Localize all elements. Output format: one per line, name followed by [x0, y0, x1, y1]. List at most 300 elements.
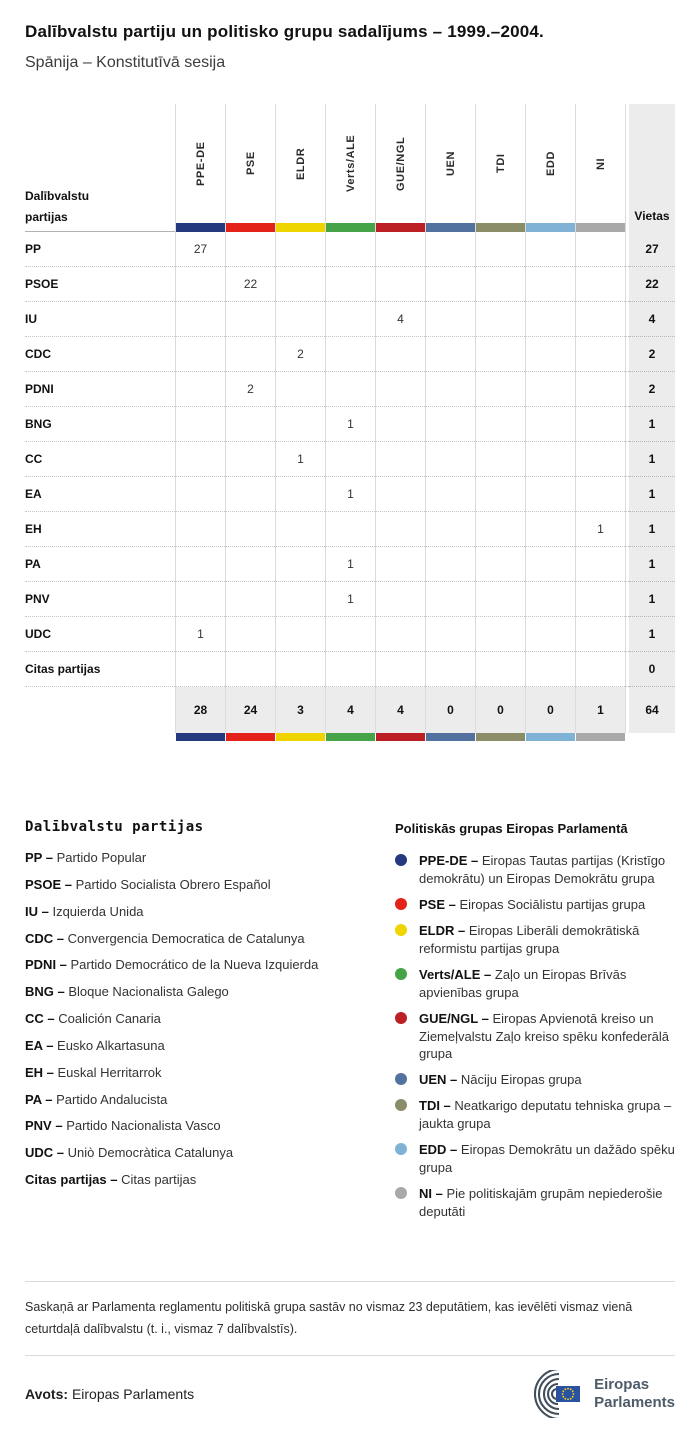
seat-count-cell [475, 302, 525, 337]
group-header-label: NI [594, 157, 607, 170]
group-header-label: PPE-DE [194, 141, 207, 186]
party-label: EH [25, 512, 175, 547]
seat-count-cell [525, 232, 575, 267]
party-legend-abbr: BNG – [25, 984, 69, 1000]
seat-count-cell [425, 477, 475, 512]
seat-count-cell [525, 442, 575, 477]
party-legend-item [25, 1117, 395, 1136]
row-seats-total: 2 [629, 337, 675, 372]
seat-count-cell [225, 302, 275, 337]
group-total-cell: 4 [375, 687, 425, 733]
party-legend-item [25, 1037, 395, 1056]
group-color-bar [275, 733, 325, 741]
seat-count-cell [325, 617, 375, 652]
group-header-ELDR [275, 104, 325, 232]
party-legend-abbr: PSOE – [25, 876, 76, 892]
seat-count-cell [475, 232, 525, 267]
seat-count-cell [575, 372, 625, 407]
seat-count-cell [375, 512, 425, 547]
seat-count-cell [525, 652, 575, 687]
seat-count-cell [525, 372, 575, 407]
seat-count-cell [375, 547, 425, 582]
group-legend-item [395, 922, 675, 958]
party-label: CC [25, 442, 175, 477]
party-legend-name: Partido Andalucista [56, 1091, 168, 1107]
row-seats-total: 1 [629, 442, 675, 477]
seat-count-cell [475, 407, 525, 442]
group-header-Verts/ALE [325, 104, 375, 232]
seat-count-cell [525, 477, 575, 512]
group-legend-color-dot [395, 924, 407, 936]
row-seats-total: 2 [629, 372, 675, 407]
group-color-swatch [376, 223, 425, 232]
seat-count-cell [175, 267, 225, 302]
source-row [25, 1370, 675, 1418]
seat-count-cell: 1 [325, 547, 375, 582]
table-header-row [25, 104, 675, 232]
group-legend-color-dot [395, 1143, 407, 1155]
seat-count-cell [475, 337, 525, 372]
group-color-bar [425, 733, 475, 741]
page-title: Dalībvalstu partiju un politisko grupu sadalījums – 1999.–2004. [25, 22, 544, 41]
seat-count-cell [425, 512, 475, 547]
table-row [25, 407, 675, 442]
group-color-bar [525, 733, 575, 741]
seat-count-cell [175, 652, 225, 687]
table-row [25, 232, 675, 267]
party-legend-item [25, 1144, 395, 1163]
group-legend-name: Eiropas Liberāli demokrātiskā reformistu partijas grupa [419, 922, 640, 956]
seat-count-cell [475, 652, 525, 687]
seat-count-cell [525, 267, 575, 302]
party-legend-name: Partido Nacionalista Vasco [66, 1118, 221, 1134]
seat-count-cell [325, 232, 375, 267]
row-seats-total: 1 [629, 617, 675, 652]
party-legend-name: Partido Socialista Obrero Español [75, 876, 271, 892]
seat-count-cell: 27 [175, 232, 225, 267]
table-row [25, 267, 675, 302]
seat-count-cell [525, 547, 575, 582]
party-legend-abbr: CDC – [25, 930, 68, 946]
seat-count-cell [225, 442, 275, 477]
group-legend-text [419, 1141, 675, 1177]
row-seats-total: 0 [629, 652, 675, 687]
party-legend-item [25, 1091, 395, 1110]
seat-count-cell: 2 [275, 337, 325, 372]
party-label: PP [25, 232, 175, 267]
party-legend-abbr: Citas partijas – [25, 1172, 122, 1188]
seat-count-cell [175, 547, 225, 582]
group-legend-name: Zaļo un Eiropas Brīvās apvienības grupa [419, 966, 627, 1000]
group-legend-color-dot [395, 1187, 407, 1199]
legends-section [25, 819, 675, 1229]
group-legend-color-dot [395, 968, 407, 980]
group-legend-abbr: PSE – [419, 896, 460, 912]
party-label: UDC [25, 617, 175, 652]
seat-count-cell [425, 582, 475, 617]
group-legend-text [419, 896, 645, 914]
seat-count-cell [375, 442, 425, 477]
group-header-TDI [475, 104, 525, 232]
party-legend-name: Convergencia Democratica de Catalunya [67, 930, 305, 946]
group-legend-name: Eiropas Apvienotā kreiso un Ziemeļvalstu Zaļo kreiso spēku konfederālā grupa [419, 1010, 670, 1062]
group-header-NI [575, 104, 625, 232]
group-header-label: Verts/ALE [344, 134, 357, 193]
seat-count-cell [175, 442, 225, 477]
footnote-block [25, 1281, 675, 1356]
row-seats-total: 1 [629, 547, 675, 582]
seat-count-cell [325, 337, 375, 372]
table-row [25, 372, 675, 407]
seat-count-cell [575, 442, 625, 477]
seat-count-cell [275, 232, 325, 267]
group-total-cell: 24 [225, 687, 275, 733]
seat-count-cell [225, 512, 275, 547]
group-header-GUE/NGL [375, 104, 425, 232]
seat-count-cell [225, 407, 275, 442]
group-total-cell: 1 [575, 687, 625, 733]
party-legend-abbr: IU – [25, 903, 53, 919]
party-legend-name: Citas partijas [121, 1172, 197, 1188]
seat-count-cell [375, 617, 425, 652]
seat-count-cell [225, 477, 275, 512]
party-legend-abbr: CC – [25, 1011, 59, 1027]
group-legend-text [419, 1071, 582, 1089]
row-seats-total: 27 [629, 232, 675, 267]
seat-count-cell [425, 232, 475, 267]
party-legend-item [25, 1010, 395, 1029]
group-color-swatch [326, 223, 375, 232]
party-legend-name: Izquierda Unida [52, 903, 144, 919]
group-legend-abbr: TDI – [419, 1098, 455, 1114]
seat-count-cell [225, 617, 275, 652]
seat-count-cell [425, 372, 475, 407]
footnote-text: Saskaņā ar Parlamenta reglamentu politiskā grupa sastāv no vismaz 23 deputātiem, kas ievēlēti vismaz vienā ceturtdaļā dalībvalstu (t. i., vismaz 7 dalībvalstīs). [25, 1299, 633, 1337]
seat-count-cell [325, 512, 375, 547]
group-color-swatch [426, 223, 475, 232]
group-color-bar [225, 733, 275, 741]
bar-spacer [25, 733, 175, 741]
table-row [25, 477, 675, 512]
seat-count-cell [575, 582, 625, 617]
group-header-label: TDI [494, 153, 507, 174]
seat-count-cell: 1 [325, 582, 375, 617]
group-color-swatch [526, 223, 575, 232]
group-legend-name: Pie politiskajām grupām nepiederošie deputāti [419, 1186, 663, 1219]
group-total-cell: 0 [525, 687, 575, 733]
seat-count-cell [325, 267, 375, 302]
group-total-cell: 0 [425, 687, 475, 733]
seat-count-cell: 22 [225, 267, 275, 302]
seat-count-cell [175, 337, 225, 372]
seat-count-cell [375, 477, 425, 512]
row-seats-total: 22 [629, 267, 675, 302]
party-legend-item [25, 903, 395, 922]
group-legend-list [395, 852, 675, 1221]
seat-count-cell [175, 372, 225, 407]
group-header-label: GUE/NGL [394, 136, 407, 191]
party-legend-abbr: EA – [25, 1037, 58, 1053]
party-legend-abbr: UDC – [25, 1145, 68, 1161]
seat-count-cell [225, 232, 275, 267]
group-color-bar [475, 733, 525, 741]
group-legend-item [395, 1097, 675, 1133]
totals-spacer [25, 687, 175, 733]
group-header-UEN [425, 104, 475, 232]
table-row [25, 582, 675, 617]
seat-count-cell [525, 337, 575, 372]
party-legend-name: Uniò Democràtica Catalunya [67, 1145, 234, 1161]
seat-count-cell [575, 232, 625, 267]
party-legend-name: Coalición Canaria [58, 1011, 161, 1027]
group-total-cell: 4 [325, 687, 375, 733]
seat-count-cell [525, 582, 575, 617]
party-legend-item [25, 876, 395, 895]
group-legend-item [395, 1185, 675, 1221]
group-legend-item [395, 966, 675, 1002]
source-value: Eiropas Parlaments [71, 1385, 195, 1402]
seat-count-cell [275, 407, 325, 442]
seat-count-cell [325, 442, 375, 477]
seat-count-cell [425, 407, 475, 442]
party-legend-name: Partido Popular [56, 850, 147, 865]
party-legend-name: Euskal Herritarrok [57, 1064, 162, 1080]
party-legend-list [25, 849, 395, 1190]
group-legend-abbr: EDD – [419, 1142, 461, 1158]
group-header-PSE [225, 104, 275, 232]
seat-count-cell [425, 442, 475, 477]
table-row [25, 617, 675, 652]
seat-count-cell [575, 477, 625, 512]
grand-total-cell: 64 [629, 687, 675, 733]
seat-count-cell [275, 267, 325, 302]
group-legend-name: Eiropas Tautas partijas (Kristīgo demokrātu) un Eiropas Demokrātu grupa [419, 853, 666, 886]
group-color-swatch [576, 223, 625, 232]
group-legend-text [419, 852, 675, 888]
seat-count-cell [575, 617, 625, 652]
group-legend-name: Nāciju Eiropas grupa [460, 1072, 582, 1088]
group-legend-text [419, 966, 675, 1002]
legend-groups-title: Politiskās grupas Eiropas Parlamentā [395, 821, 628, 836]
group-legend-item [395, 896, 675, 914]
seat-count-cell [425, 547, 475, 582]
seat-count-cell [475, 267, 525, 302]
table-totals-row [25, 687, 675, 733]
group-legend-item [395, 1071, 675, 1089]
party-legend-item [25, 956, 395, 975]
group-header-label: PSE [244, 151, 257, 176]
european-parliament-logo [523, 1370, 675, 1418]
party-label: BNG [25, 407, 175, 442]
party-legend-abbr: PDNI – [25, 957, 71, 973]
seat-count-cell [225, 337, 275, 372]
table-row [25, 512, 675, 547]
source-label: Avots: [25, 1385, 69, 1402]
seats-distribution-table [25, 104, 675, 741]
group-legend-color-dot [395, 1073, 407, 1085]
seat-count-cell [475, 617, 525, 652]
seat-count-cell [375, 582, 425, 617]
group-header-EDD [525, 104, 575, 232]
seat-count-cell [175, 302, 225, 337]
seat-count-cell [475, 372, 525, 407]
group-header-label: EDD [544, 150, 557, 177]
group-legend-color-dot [395, 854, 407, 866]
party-legend-abbr: EH – [25, 1064, 58, 1080]
group-header-PPE-DE [175, 104, 225, 232]
party-legend-item [25, 1171, 395, 1190]
party-label: EA [25, 477, 175, 512]
group-color-bar [325, 733, 375, 741]
seat-count-cell [275, 617, 325, 652]
seat-count-cell [575, 547, 625, 582]
group-color-bar [375, 733, 425, 741]
seat-count-cell: 1 [175, 617, 225, 652]
group-legend-text [419, 1097, 675, 1133]
seat-count-cell [175, 407, 225, 442]
group-total-cell: 3 [275, 687, 325, 733]
group-legend-abbr: ELDR – [419, 922, 469, 938]
party-legend-item [25, 1064, 395, 1083]
seat-count-cell [225, 547, 275, 582]
ep-logo-text [594, 1376, 675, 1412]
party-legend-abbr: PA – [25, 1091, 57, 1107]
seat-count-cell [275, 582, 325, 617]
group-legend-color-dot [395, 1099, 407, 1111]
seat-count-cell [575, 652, 625, 687]
party-legend-name: Bloque Nacionalista Galego [68, 984, 229, 1000]
party-label: PNV [25, 582, 175, 617]
party-legend-item [25, 849, 395, 868]
seat-count-cell [525, 302, 575, 337]
group-legend-abbr: UEN – [419, 1072, 461, 1088]
seat-count-cell [375, 372, 425, 407]
group-header-label: UEN [444, 150, 457, 177]
legend-member-parties [25, 819, 395, 1229]
seat-count-cell [425, 337, 475, 372]
table-corner-label-text: Dalībvalstu partijas [25, 188, 90, 225]
party-legend-name: Partido Democrático de la Nueva Izquierda [70, 957, 319, 973]
seat-count-cell [225, 652, 275, 687]
group-color-swatch [226, 223, 275, 232]
seat-count-cell [175, 512, 225, 547]
seat-count-cell [225, 582, 275, 617]
seat-count-cell [525, 617, 575, 652]
table-row [25, 547, 675, 582]
seat-count-cell [575, 302, 625, 337]
ep-hemicycle-icon [523, 1370, 585, 1418]
page-subtitle: Spānija – Konstitutīvā sesija [25, 54, 226, 71]
seat-count-cell [575, 407, 625, 442]
party-legend-abbr: PP – [25, 850, 57, 865]
group-legend-abbr: PPE-DE – [419, 853, 482, 868]
party-label: PA [25, 547, 175, 582]
legend-parties-title: Dalībvalstu partijas [25, 819, 204, 835]
seat-count-cell: 4 [375, 302, 425, 337]
group-legend-abbr: GUE/NGL – [419, 1010, 493, 1026]
seat-count-cell [575, 337, 625, 372]
seat-count-cell [375, 337, 425, 372]
seat-count-cell [325, 372, 375, 407]
group-legend-color-dot [395, 1012, 407, 1024]
table-color-bar-row [25, 733, 675, 741]
seat-count-cell: 1 [325, 407, 375, 442]
seat-count-cell [475, 477, 525, 512]
table-row [25, 652, 675, 687]
group-color-swatch [476, 223, 525, 232]
party-legend-name: Eusko Alkartasuna [57, 1037, 165, 1053]
seat-count-cell [275, 372, 325, 407]
seat-count-cell: 2 [225, 372, 275, 407]
group-legend-text [419, 1010, 675, 1064]
seat-count-cell: 1 [325, 477, 375, 512]
seat-count-cell [575, 267, 625, 302]
group-legend-text [419, 922, 675, 958]
table-row [25, 337, 675, 372]
group-color-bar [575, 733, 625, 741]
seat-count-cell [475, 582, 525, 617]
group-legend-name: Neatkarigo deputatu tehniska grupa – jaukta grupa [419, 1098, 672, 1132]
seat-count-cell [375, 232, 425, 267]
group-header-label: ELDR [294, 147, 307, 180]
seat-count-cell [175, 477, 225, 512]
legend-political-groups [395, 819, 675, 1229]
seat-count-cell [425, 302, 475, 337]
group-legend-abbr: Verts/ALE – [419, 966, 495, 982]
seat-count-cell [525, 407, 575, 442]
party-legend-item [25, 930, 395, 949]
group-legend-abbr: NI – [419, 1186, 447, 1202]
group-legend-name: Eiropas Sociālistu partijas grupa [459, 896, 646, 912]
source-line [25, 1386, 194, 1402]
group-total-cell: 28 [175, 687, 225, 733]
seat-count-cell [275, 477, 325, 512]
group-total-cell: 0 [475, 687, 525, 733]
party-legend-abbr: PNV – [25, 1118, 67, 1134]
party-label: PSOE [25, 267, 175, 302]
row-seats-total: 1 [629, 407, 675, 442]
seat-count-cell [525, 512, 575, 547]
seat-count-cell [375, 407, 425, 442]
group-color-swatch [276, 223, 325, 232]
seat-count-cell [425, 652, 475, 687]
seats-column-header: Vietas [629, 104, 675, 232]
table-corner-label [25, 104, 175, 232]
party-label: IU [25, 302, 175, 337]
ep-logo-line2: Parlaments [594, 1393, 675, 1411]
seat-count-cell [275, 302, 325, 337]
seat-count-cell [375, 652, 425, 687]
seat-count-cell: 1 [275, 442, 325, 477]
row-seats-total: 4 [629, 302, 675, 337]
seat-count-cell [425, 617, 475, 652]
seat-count-cell [475, 512, 525, 547]
seat-count-cell [375, 267, 425, 302]
seat-count-cell [275, 512, 325, 547]
seat-count-cell [325, 302, 375, 337]
group-legend-name: Eiropas Demokrātu un dažādo spēku grupa [419, 1142, 675, 1176]
seat-count-cell [325, 652, 375, 687]
row-seats-total: 1 [629, 582, 675, 617]
party-label: PDNI [25, 372, 175, 407]
seat-count-cell [275, 652, 325, 687]
table-row [25, 442, 675, 477]
row-seats-total: 1 [629, 477, 675, 512]
group-legend-item [395, 1141, 675, 1177]
party-label: Citas partijas [25, 652, 175, 687]
table-row [25, 302, 675, 337]
seat-count-cell [475, 442, 525, 477]
